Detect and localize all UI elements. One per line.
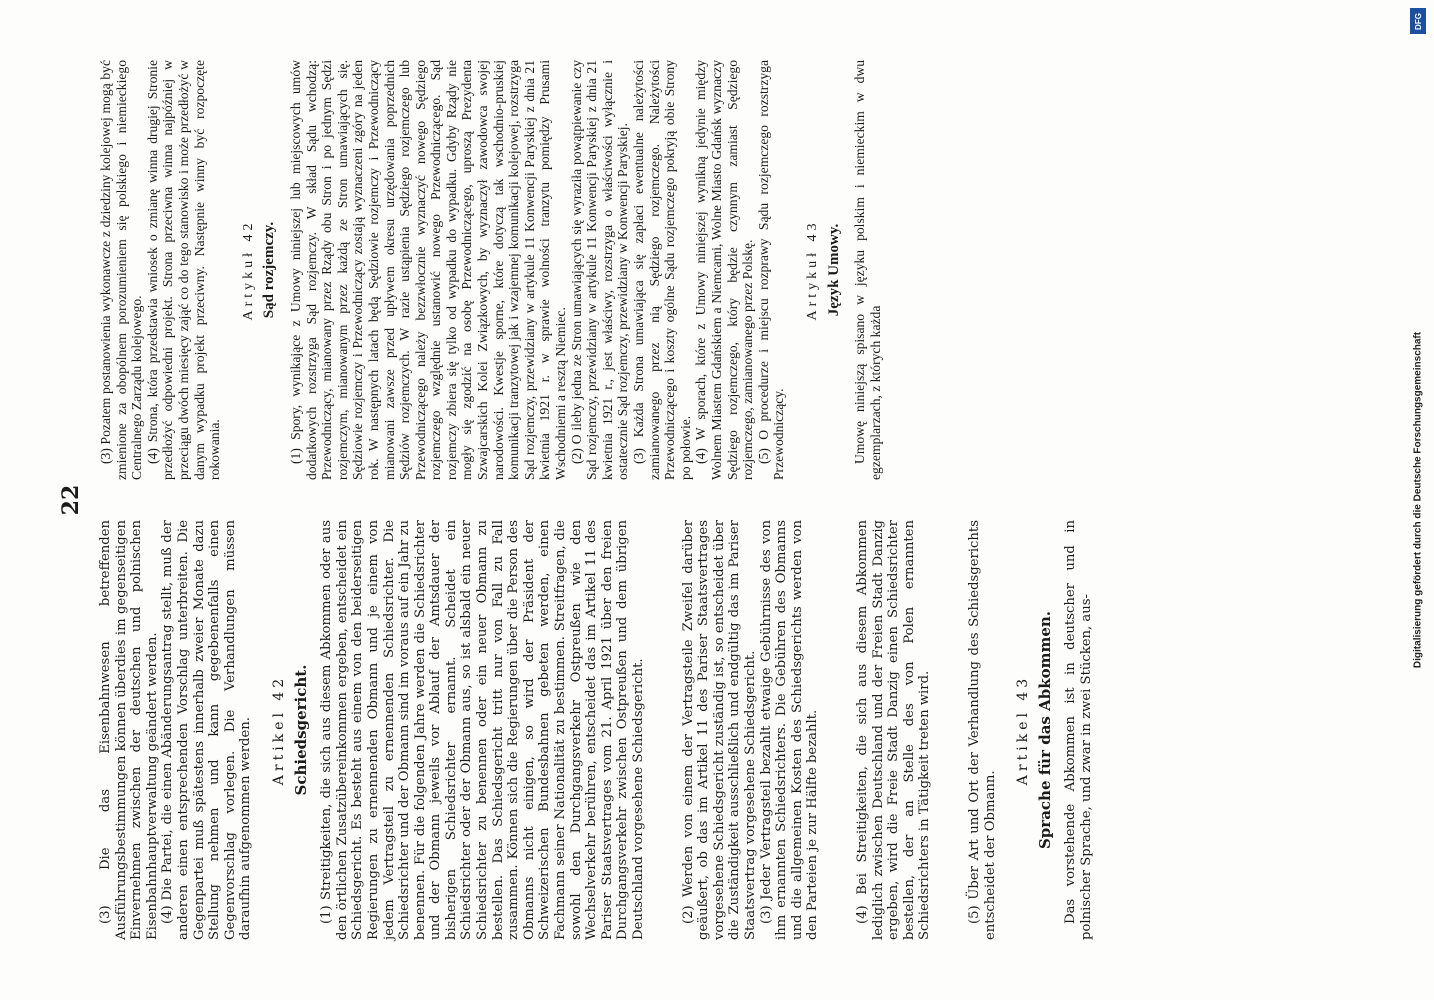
polish-article-42-heading: Artykuł 42 [240,219,256,321]
german-paragraph: (3) Jeder Vertragsteil bezahlt etwaige Gebührnisse des von ihm ernannten Schiedsrichters. Die Gebühren des Obmanns und die allgemeinen Kosten des Schiedsgerichts werden von den Parteien je zur Hälfte bezahlt. [758,520,821,940]
german-paragraph: (4) Bei Streitigkeiten, die sich aus diesem Abkommen lediglich zwischen Deutschland und der Freien Stadt Danzig ergeben, wird die Freie Stadt Danzig einen Schiedsrichter bestellen, der an Stelle des von Polen ernannten Schiedsrichters in Tätigkeit treten wird. [854,520,933,940]
german-paragraph: (3) Die das Eisenbahnwesen betreffenden Ausführungsbestimmungen können überdies im gegenseitigen Einvernehmen zwischen der deutschen und polnischen Eisenbahnhauptverwaltung geändert werden. [98,520,160,940]
german-column [98,520,1308,940]
polish-paragraph: (3) Pozatem postanowienia wykonawcze z dziedziny kolejowej mogą być zmienione za obopólnem porozumieniem się polskiego i niemieckiego Centralnego Zarządu kolejowego. [98,60,145,480]
polish-paragraph: (5) O procedurze i miejscu rozprawy Sądu rozjemczego rozstrzyga Przewodniczący. [755,60,787,480]
digitization-note [1408,0,1428,1000]
two-column-text [98,60,1308,940]
german-paragraph: (1) Streitigkeiten, die sich aus diesem Abkommen oder aus den örtlichen Zusatzübereinkommen ergeben, entscheidet ein Schiedsgericht. Es besteht aus einem von den beiderseitigen Regierungen zu ernennenden Obmann und je einem von jedem Vertragsteil zu ernennenden Schiedsrichter. Die Schiedsrichter und der Obmann sind im voraus auf ein Jahr zu benennen. Für die folgenden Jahre werden die Schiedsrichter und der Obmann jeweils vor Ablauf der Amtsdauer der bisherigen Schiedsrichter ernannt. Scheidet ein Schiedsrichter oder der Obmann aus, so ist alsbald ein neuer Schiedsrichter zu benennen oder ein neuer Obmann zu bestellen. Das Schiedsgericht tritt nur von Fall zu Fall zusammen. Können sich die Regierungen über die Person des Obmanns nicht einigen, so wird der Präsident der Schweizerischen Bundesbahnen gebeten werden, einen Fachmann seiner Nationalität zu bestimmen. Streitfragen, die sowohl den Durchgangsverkehr Ostpreußen wie den Wechselverkehr berühren, entscheidet das im Artikel 11 des Pariser Staatsvertrages vom 21. April 1921 über den freien Durchgangsverkehr zwischen Ostpreußen und dem übrigen Deutschland vorgesehene Schiedsgericht. [319,520,646,940]
polish-paragraph: (2) O ileby jedna ze Stron umawiających się wyraziła powątpiewanie czy Sąd rozjemczy, przewidziany w artykule 11 Konwencji Paryskiej z dnia 21 kwietnia 1921 r., jest właściwy, rozstrzyga o właściwości wyłącznie i ostatecznie Sąd rozjemczy, przewidziany w Konwencji Paryskiej. [568,60,631,480]
german-article-42-heading: Artikel 42 [270,674,287,786]
polish-article-43-heading: Artykuł 43 [804,219,820,321]
german-article-42-title: Schiedsgericht. [291,664,310,796]
german-article-43-heading: Artikel 43 [1015,674,1032,786]
polish-paragraph: (1) Spory, wynikające z Umowy niniejszej lub miejscowych umów dodatkowych rozstrzyga Sąd rozjemczy. W skład Sądu wchodzą: Przewodniczący, mianowany przez Rządy obu Stron i po jednym Sędzi rozjemczym, mianowanym przez każdą ze Stron umawiających się. Sędziowie rozjemczy i Przewodniczący zostają wyznaczeni zgóry na jeden rok. W następnych latach będą Sędziowie rozjemczy i Przewodniczący mianowani zawsze przed upływem okresu urzędowania poprzednich Sędziów rozjemczych. W razie ustąpienia Sędziego rozjemczego lub Przewodniczącego należy bezzwłocznie wyznaczyć nowego Sędziego rozjemczego względnie ustanowić nowego Przewodniczącego. Sąd rozjemczy zbiera się tylko od wypadku do wypadku. Gdyby Rządy nie mogły się zgodzić na osobę Przewodniczącego, uproszą Prezydenta Szwajcarskich Kolei Związkowych, by wyznaczył zawodowca swojej narodowości. Kwestje sporne, które dotyczą tak wschodnio-pruskiej komunikacji tranzytowej jak i wzajemnej komunikacji kolejowej, rozstrzyga Sąd rozjemczy, przewidziany w artykule 11 Konwencji Paryskiej z dnia 21 kwietnia 1921 r. w sprawie wolności tranzytu pomiędzy Prusami Wschodniemi a resztą Niemiec. [287,60,569,480]
rotated-document-page [48,0,1308,1000]
page-number: 22 [58,484,84,516]
german-paragraph: (4) Die Partei, die einen Abänderungsantrag stellt, muß der anderen einen entsprechenden Vorschlag unterbreiten. Die Gegenpartei muß spätestens innerhalb zweier Monate dazu Stellung nehmen und kann gegebenenfalls einen Gegenvorschlag vorlegen. Die Verhandlungen müssen daraufhin aufgenommen werden. [160,520,254,940]
polish-column [98,60,1308,480]
german-paragraph: Das vorstehende Abkommen ist in deutscher und in polnischer Sprache, und zwar in zwei Stücken, aus- [1063,520,1094,940]
german-article-43-title: Sprache für das Abkommen. [1035,610,1054,850]
german-paragraph: (2) Werden von einem der Vertragsteile Zweifel darüber geäußert, ob das im Artikel 11 des Pariser Staatsvertrages vorgesehene Schiedsgericht zuständig ist, so entscheidet über die Zuständigkeit ausschließlich und endgültig das im Pariser Staatsvertrag vorgesehene Schiedsgericht. [680,520,758,940]
dfg-logo-text: DFG [1413,12,1423,30]
polish-paragraph: (3) Każda Strona umawiająca się zapłaci ewentualne należytości zamianowanego przez nią Sędziego rozjemczego. Należytości Przewodniczącego i koszty ogólne Sądu rozjemczego pokryją obie Strony po połowie. [631,60,693,480]
polish-article-42-title: Sąd rozjemczy. [261,221,278,319]
polish-article-43-title: Język Umowy. [825,223,842,317]
digitization-note-text: Digitalisierung gefördert durch die Deutsche Forschungsgemeinschaft [1412,331,1424,669]
german-paragraph: (5) Über Art und Ort der Verhandlung des Schiedsgerichts entscheidet der Obmann. [966,520,998,940]
polish-paragraph: (4) W sporach, które z Umowy niniejszej wynikną jedynie między Wolnem Miastem Gdańskiem a Niemcami, Wolne Miasto Gdańsk wyznaczy Sędziego rozjemczego, który będzie czynnym zamiast Sędziego rozjemczego, zamianowanego przez Polskę. [693,60,756,480]
polish-paragraph: Umowę niniejszą spisano w języku polskim i niemieckim w dwu egzemplarzach, z których każda [852,60,883,480]
polish-paragraph: (4) Strona, która przedstawia wniosek o zmianę winna drugiej Stronie przedłożyć odpowiedni projekt. Strona przeciwna winna najpóźniej w przeciągu dwóch miesięcy zająć co do tego stanowisko i może przedłożyć w danym wypadku projekt przeciwny. Następnie winny być rozpoczęte rokowania. [144,60,223,480]
